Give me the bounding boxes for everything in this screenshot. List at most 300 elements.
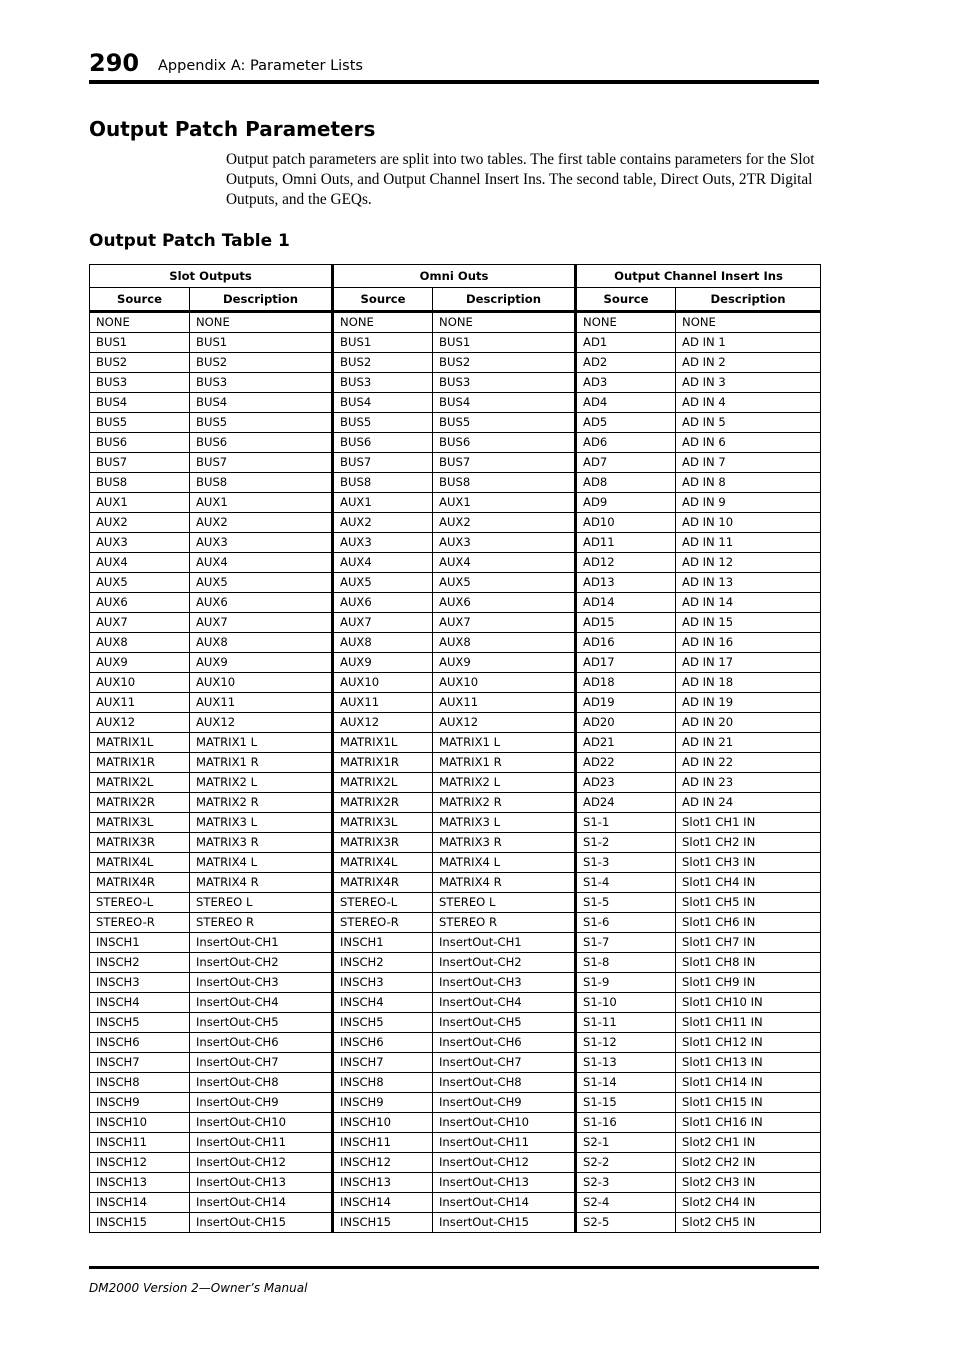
description-cell: MATRIX4 R [190, 873, 333, 893]
source-cell: S1-6 [576, 913, 676, 933]
source-cell: AUX1 [90, 493, 190, 513]
group-header-output-channel-insert-ins: Output Channel Insert Ins [576, 265, 821, 288]
source-cell: INSCH9 [333, 1093, 433, 1113]
source-cell: INSCH1 [333, 933, 433, 953]
source-cell: S1-13 [576, 1053, 676, 1073]
description-cell: AD IN 5 [676, 413, 821, 433]
source-cell: MATRIX3R [90, 833, 190, 853]
description-cell: MATRIX2 R [433, 793, 576, 813]
description-cell: AD IN 7 [676, 453, 821, 473]
table-row [90, 773, 821, 793]
source-cell: NONE [90, 312, 190, 333]
source-cell: AD21 [576, 733, 676, 753]
source-cell: BUS7 [333, 453, 433, 473]
table-row [90, 873, 821, 893]
source-cell: STEREO-R [90, 913, 190, 933]
source-cell: AUX5 [90, 573, 190, 593]
source-cell: BUS8 [333, 473, 433, 493]
group-header-row [90, 265, 821, 288]
table-row [90, 973, 821, 993]
description-cell: AD IN 14 [676, 593, 821, 613]
source-cell: INSCH7 [333, 1053, 433, 1073]
source-cell: AUX6 [333, 593, 433, 613]
table-row [90, 573, 821, 593]
source-cell: S2-4 [576, 1193, 676, 1213]
description-cell: BUS3 [433, 373, 576, 393]
description-cell: AUX3 [190, 533, 333, 553]
description-cell: MATRIX3 R [433, 833, 576, 853]
source-cell: INSCH1 [90, 933, 190, 953]
source-cell: MATRIX1L [333, 733, 433, 753]
description-cell: AUX10 [433, 673, 576, 693]
table-row [90, 953, 821, 973]
source-cell: S1-1 [576, 813, 676, 833]
description-cell: MATRIX1 R [190, 753, 333, 773]
source-cell: INSCH5 [333, 1013, 433, 1033]
description-cell: Slot1 CH3 IN [676, 853, 821, 873]
description-cell: InsertOut-CH5 [433, 1013, 576, 1033]
table-row [90, 1053, 821, 1073]
description-cell: InsertOut-CH4 [433, 993, 576, 1013]
source-cell: MATRIX3R [333, 833, 433, 853]
source-cell: AD4 [576, 393, 676, 413]
description-cell: InsertOut-CH11 [190, 1133, 333, 1153]
table-row [90, 753, 821, 773]
source-cell: S2-3 [576, 1173, 676, 1193]
source-cell: INSCH2 [333, 953, 433, 973]
source-cell: S1-12 [576, 1033, 676, 1053]
table-row [90, 533, 821, 553]
description-cell: InsertOut-CH10 [190, 1113, 333, 1133]
source-cell: AUX2 [333, 513, 433, 533]
source-cell: BUS7 [90, 453, 190, 473]
source-cell: AUX11 [90, 693, 190, 713]
source-cell: AD9 [576, 493, 676, 513]
description-cell: AUX5 [190, 573, 333, 593]
description-cell: AD IN 9 [676, 493, 821, 513]
description-cell: MATRIX3 R [190, 833, 333, 853]
table-row [90, 853, 821, 873]
section-title: Output Patch Parameters [89, 117, 376, 141]
footer-rule [89, 1266, 819, 1269]
description-cell: STEREO R [190, 913, 333, 933]
description-cell: InsertOut-CH9 [190, 1093, 333, 1113]
source-cell: AD24 [576, 793, 676, 813]
description-cell: AUX1 [190, 493, 333, 513]
description-cell: BUS2 [190, 353, 333, 373]
table-row [90, 1173, 821, 1193]
source-cell: AD10 [576, 513, 676, 533]
description-cell: AUX2 [190, 513, 333, 533]
table-row [90, 1213, 821, 1233]
source-cell: AD6 [576, 433, 676, 453]
table-row [90, 1153, 821, 1173]
source-cell: S1-14 [576, 1073, 676, 1093]
source-cell: INSCH5 [90, 1013, 190, 1033]
description-cell: Slot1 CH7 IN [676, 933, 821, 953]
description-cell: AD IN 6 [676, 433, 821, 453]
source-cell: AUX5 [333, 573, 433, 593]
source-cell: AUX7 [333, 613, 433, 633]
description-cell: AD IN 18 [676, 673, 821, 693]
description-cell: MATRIX2 L [433, 773, 576, 793]
description-cell: AUX8 [433, 633, 576, 653]
source-cell: AUX11 [333, 693, 433, 713]
description-cell: Slot2 CH3 IN [676, 1173, 821, 1193]
description-cell: BUS3 [190, 373, 333, 393]
table-row [90, 893, 821, 913]
table-row [90, 1193, 821, 1213]
description-cell: AD IN 15 [676, 613, 821, 633]
source-cell: AD22 [576, 753, 676, 773]
description-cell: BUS5 [190, 413, 333, 433]
description-cell: Slot2 CH2 IN [676, 1153, 821, 1173]
table-row [90, 593, 821, 613]
description-cell: Slot2 CH5 IN [676, 1213, 821, 1233]
description-cell: AUX3 [433, 533, 576, 553]
description-cell: InsertOut-CH11 [433, 1133, 576, 1153]
source-cell: BUS3 [333, 373, 433, 393]
description-cell: AD IN 13 [676, 573, 821, 593]
source-cell: BUS1 [90, 333, 190, 353]
table-row [90, 413, 821, 433]
description-cell: Slot1 CH16 IN [676, 1113, 821, 1133]
table-row [90, 1033, 821, 1053]
source-cell: INSCH9 [90, 1093, 190, 1113]
source-cell: STEREO-L [90, 893, 190, 913]
source-cell: MATRIX3L [333, 813, 433, 833]
description-cell: MATRIX2 L [190, 773, 333, 793]
group-header-slot-outputs: Slot Outputs [90, 265, 333, 288]
description-cell: AUX7 [433, 613, 576, 633]
source-cell: MATRIX4L [333, 853, 433, 873]
description-cell: InsertOut-CH6 [433, 1033, 576, 1053]
source-cell: INSCH4 [90, 993, 190, 1013]
description-cell: AD IN 2 [676, 353, 821, 373]
description-cell: AUX4 [190, 553, 333, 573]
source-cell: AD8 [576, 473, 676, 493]
description-cell: BUS6 [433, 433, 576, 453]
description-cell: STEREO R [433, 913, 576, 933]
source-cell: BUS6 [333, 433, 433, 453]
description-cell: MATRIX4 L [190, 853, 333, 873]
source-cell: AD12 [576, 553, 676, 573]
description-cell: Slot1 CH1 IN [676, 813, 821, 833]
source-cell: AUX2 [90, 513, 190, 533]
source-cell: MATRIX2L [90, 773, 190, 793]
description-cell: InsertOut-CH5 [190, 1013, 333, 1033]
description-cell: MATRIX1 L [190, 733, 333, 753]
description-cell: AUX11 [190, 693, 333, 713]
source-cell: AD2 [576, 353, 676, 373]
description-cell: AUX5 [433, 573, 576, 593]
description-cell: AUX6 [433, 593, 576, 613]
table-row [90, 393, 821, 413]
source-cell: AD17 [576, 653, 676, 673]
description-cell: BUS7 [190, 453, 333, 473]
description-cell: AD IN 24 [676, 793, 821, 813]
description-cell: InsertOut-CH8 [190, 1073, 333, 1093]
description-cell: Slot1 CH10 IN [676, 993, 821, 1013]
table-row [90, 513, 821, 533]
column-header-row [90, 288, 821, 312]
source-cell: BUS8 [90, 473, 190, 493]
source-cell: BUS4 [333, 393, 433, 413]
description-cell: AD IN 4 [676, 393, 821, 413]
source-cell: AD1 [576, 333, 676, 353]
source-cell: S1-2 [576, 833, 676, 853]
source-cell: NONE [576, 312, 676, 333]
source-cell: AUX7 [90, 613, 190, 633]
table-row [90, 493, 821, 513]
table-row [90, 433, 821, 453]
source-cell: MATRIX4R [333, 873, 433, 893]
source-cell: AUX1 [333, 493, 433, 513]
source-cell: AUX12 [333, 713, 433, 733]
description-cell: InsertOut-CH9 [433, 1093, 576, 1113]
source-cell: BUS6 [90, 433, 190, 453]
description-cell: Slot1 CH8 IN [676, 953, 821, 973]
description-cell: Slot1 CH2 IN [676, 833, 821, 853]
table-row [90, 713, 821, 733]
source-cell: AD7 [576, 453, 676, 473]
source-cell: INSCH7 [90, 1053, 190, 1073]
description-cell: Slot1 CH12 IN [676, 1033, 821, 1053]
source-cell: BUS1 [333, 333, 433, 353]
description-cell: AUX10 [190, 673, 333, 693]
source-cell: BUS3 [90, 373, 190, 393]
description-cell: Slot1 CH5 IN [676, 893, 821, 913]
description-cell: NONE [676, 312, 821, 333]
description-cell: Slot1 CH15 IN [676, 1093, 821, 1113]
table-row [90, 1013, 821, 1033]
source-cell: STEREO-L [333, 893, 433, 913]
intro-paragraph: Output patch parameters are split into two tables. The first table contains parameters for the Slot Outputs, Omni Outs, and Output Channel Insert Ins. The second table, Direct Outs, 2TR Digital Outputs, and the GEQs. [226, 151, 815, 208]
description-cell: AD IN 21 [676, 733, 821, 753]
source-cell: INSCH12 [90, 1153, 190, 1173]
source-cell: INSCH14 [333, 1193, 433, 1213]
source-cell: INSCH6 [90, 1033, 190, 1053]
source-cell: BUS2 [90, 353, 190, 373]
description-cell: InsertOut-CH12 [190, 1153, 333, 1173]
description-cell: InsertOut-CH14 [433, 1193, 576, 1213]
source-cell: AD13 [576, 573, 676, 593]
source-cell: S1-8 [576, 953, 676, 973]
table-row [90, 633, 821, 653]
description-cell: BUS1 [433, 333, 576, 353]
source-cell: AUX3 [90, 533, 190, 553]
description-cell: Slot1 CH4 IN [676, 873, 821, 893]
table-row [90, 373, 821, 393]
header-rule [89, 80, 819, 84]
column-header: Description [190, 288, 333, 312]
source-cell: INSCH8 [90, 1073, 190, 1093]
source-cell: AD23 [576, 773, 676, 793]
description-cell: BUS7 [433, 453, 576, 473]
description-cell: Slot1 CH14 IN [676, 1073, 821, 1093]
description-cell: AUX9 [433, 653, 576, 673]
table-title: Output Patch Table 1 [89, 231, 290, 251]
description-cell: Slot2 CH1 IN [676, 1133, 821, 1153]
source-cell: S1-7 [576, 933, 676, 953]
source-cell: INSCH11 [90, 1133, 190, 1153]
column-header: Description [676, 288, 821, 312]
description-cell: MATRIX1 L [433, 733, 576, 753]
description-cell: AD IN 20 [676, 713, 821, 733]
table-row [90, 353, 821, 373]
description-cell: InsertOut-CH3 [433, 973, 576, 993]
source-cell: INSCH8 [333, 1073, 433, 1093]
source-cell: S1-16 [576, 1113, 676, 1133]
description-cell: BUS6 [190, 433, 333, 453]
description-cell: Slot1 CH11 IN [676, 1013, 821, 1033]
source-cell: INSCH12 [333, 1153, 433, 1173]
description-cell: Slot1 CH6 IN [676, 913, 821, 933]
column-header: Description [433, 288, 576, 312]
description-cell: Slot1 CH13 IN [676, 1053, 821, 1073]
description-cell: AUX8 [190, 633, 333, 653]
table-row [90, 473, 821, 493]
source-cell: S1-3 [576, 853, 676, 873]
output-patch-table [89, 264, 821, 1233]
table-body [90, 312, 821, 1233]
description-cell: InsertOut-CH1 [433, 933, 576, 953]
source-cell: STEREO-R [333, 913, 433, 933]
description-cell: InsertOut-CH4 [190, 993, 333, 1013]
source-cell: AD19 [576, 693, 676, 713]
source-cell: MATRIX3L [90, 813, 190, 833]
table-row [90, 933, 821, 953]
source-cell: INSCH3 [90, 973, 190, 993]
description-cell: AD IN 12 [676, 553, 821, 573]
table-row [90, 693, 821, 713]
source-cell: AUX6 [90, 593, 190, 613]
source-cell: S2-2 [576, 1153, 676, 1173]
description-cell: MATRIX3 L [190, 813, 333, 833]
source-cell: INSCH11 [333, 1133, 433, 1153]
description-cell: InsertOut-CH12 [433, 1153, 576, 1173]
table-row [90, 553, 821, 573]
description-cell: AUX12 [190, 713, 333, 733]
group-header-omni-outs: Omni Outs [333, 265, 576, 288]
source-cell: MATRIX1R [333, 753, 433, 773]
source-cell: S2-1 [576, 1133, 676, 1153]
description-cell: InsertOut-CH3 [190, 973, 333, 993]
source-cell: INSCH4 [333, 993, 433, 1013]
description-cell: AD IN 17 [676, 653, 821, 673]
source-cell: INSCH15 [333, 1213, 433, 1233]
source-cell: INSCH6 [333, 1033, 433, 1053]
description-cell: AUX9 [190, 653, 333, 673]
description-cell: AD IN 16 [676, 633, 821, 653]
description-cell: InsertOut-CH1 [190, 933, 333, 953]
description-cell: InsertOut-CH15 [190, 1213, 333, 1233]
source-cell: AUX8 [333, 633, 433, 653]
source-cell: AUX4 [333, 553, 433, 573]
description-cell: InsertOut-CH13 [190, 1173, 333, 1193]
description-cell: InsertOut-CH6 [190, 1033, 333, 1053]
description-cell: BUS5 [433, 413, 576, 433]
source-cell: AUX12 [90, 713, 190, 733]
source-cell: AD20 [576, 713, 676, 733]
source-cell: BUS5 [90, 413, 190, 433]
description-cell: InsertOut-CH8 [433, 1073, 576, 1093]
description-cell: AD IN 3 [676, 373, 821, 393]
description-cell: AD IN 8 [676, 473, 821, 493]
description-cell: MATRIX3 L [433, 813, 576, 833]
source-cell: BUS4 [90, 393, 190, 413]
source-cell: S1-11 [576, 1013, 676, 1033]
description-cell: AUX4 [433, 553, 576, 573]
source-cell: AUX10 [90, 673, 190, 693]
source-cell: MATRIX1R [90, 753, 190, 773]
column-header: Source [576, 288, 676, 312]
table-row [90, 653, 821, 673]
source-cell: MATRIX1L [90, 733, 190, 753]
table-row [90, 813, 821, 833]
description-cell: AUX1 [433, 493, 576, 513]
description-cell: AUX6 [190, 593, 333, 613]
description-cell: AUX11 [433, 693, 576, 713]
source-cell: AUX3 [333, 533, 433, 553]
description-cell: MATRIX1 R [433, 753, 576, 773]
description-cell: Slot1 CH9 IN [676, 973, 821, 993]
source-cell: INSCH15 [90, 1213, 190, 1233]
source-cell: AD16 [576, 633, 676, 653]
table-row [90, 1073, 821, 1093]
source-cell: INSCH13 [90, 1173, 190, 1193]
description-cell: InsertOut-CH10 [433, 1113, 576, 1133]
description-cell: InsertOut-CH2 [190, 953, 333, 973]
source-cell: S1-4 [576, 873, 676, 893]
source-cell: S1-15 [576, 1093, 676, 1113]
source-cell: AD5 [576, 413, 676, 433]
table-row [90, 793, 821, 813]
table-row [90, 333, 821, 353]
source-cell: INSCH2 [90, 953, 190, 973]
source-cell: INSCH10 [90, 1113, 190, 1133]
source-cell: AUX9 [333, 653, 433, 673]
table-row [90, 1093, 821, 1113]
table-row [90, 312, 821, 333]
description-cell: AD IN 22 [676, 753, 821, 773]
description-cell: AD IN 23 [676, 773, 821, 793]
source-cell: AUX9 [90, 653, 190, 673]
source-cell: INSCH3 [333, 973, 433, 993]
table-row [90, 673, 821, 693]
description-cell: MATRIX2 R [190, 793, 333, 813]
source-cell: INSCH14 [90, 1193, 190, 1213]
source-cell: AUX4 [90, 553, 190, 573]
description-cell: AD IN 1 [676, 333, 821, 353]
description-cell: InsertOut-CH2 [433, 953, 576, 973]
running-title: Appendix A: Parameter Lists [158, 58, 363, 74]
description-cell: NONE [190, 312, 333, 333]
table-row [90, 733, 821, 753]
table-row [90, 613, 821, 633]
description-cell: AUX7 [190, 613, 333, 633]
column-header: Source [333, 288, 433, 312]
source-cell: AD15 [576, 613, 676, 633]
source-cell: INSCH10 [333, 1113, 433, 1133]
description-cell: InsertOut-CH7 [433, 1053, 576, 1073]
description-cell: STEREO L [433, 893, 576, 913]
source-cell: S1-5 [576, 893, 676, 913]
description-cell: InsertOut-CH13 [433, 1173, 576, 1193]
description-cell: AUX12 [433, 713, 576, 733]
description-cell: BUS4 [433, 393, 576, 413]
table-row [90, 993, 821, 1013]
